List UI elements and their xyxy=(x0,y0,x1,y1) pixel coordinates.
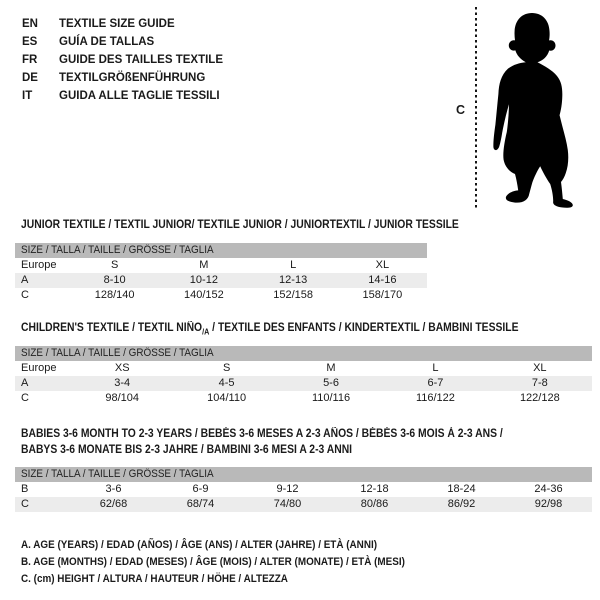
row-label: C xyxy=(21,392,29,404)
col-m: M xyxy=(199,259,209,271)
cell: 62/68 xyxy=(99,498,128,510)
language-title: TEXTILE SIZE GUIDE xyxy=(59,18,175,30)
cell: 6-7 xyxy=(427,377,444,389)
cell: 3-4 xyxy=(114,377,131,389)
cell: 110/116 xyxy=(311,392,351,404)
baby-figure xyxy=(440,0,600,220)
footnote-c: C. (cm) HEIGHT / ALTURA / HAUTEUR / HÖHE / ALTEZZA xyxy=(21,573,288,585)
col-xl: XL xyxy=(533,362,547,374)
col-xl: XL xyxy=(375,259,390,271)
cell: 5-6 xyxy=(323,377,339,389)
cell: 122/128 xyxy=(519,392,560,404)
language-code: IT xyxy=(22,90,33,102)
cell: 18-24 xyxy=(447,483,476,495)
cell: 10-12 xyxy=(189,274,218,286)
junior-size-table xyxy=(15,243,427,303)
language-title-list xyxy=(22,15,223,105)
baby-silhouette xyxy=(492,10,576,210)
col-europe: Europe xyxy=(21,259,57,271)
children-title-pre: CHILDREN'S TEXTILE / TEXTIL NIÑO xyxy=(21,322,203,334)
cell: 12-18 xyxy=(360,483,389,495)
row-label: C xyxy=(21,289,29,301)
cell: 116/122 xyxy=(415,392,455,404)
cell: 24-36 xyxy=(534,483,563,495)
babies-title-line1: BABIES 3-6 MONTH TO 2-3 YEARS / BEBÉS 3-6 MESES A 2-3 AÑOS / BÉBÉS 3-6 MOIS À 2-3 ANS / xyxy=(21,428,503,440)
language-title: GUIDA ALLE TAGLIE TESSILI xyxy=(59,90,220,102)
row-label: A xyxy=(21,377,29,389)
cell: 74/80 xyxy=(273,498,302,510)
babies-row-c xyxy=(15,497,592,512)
language-row-en xyxy=(22,15,223,33)
footnote-legend xyxy=(21,537,448,588)
language-row-de xyxy=(22,69,223,87)
size-header-label: SIZE / TALLA / TAILLE / GRÖSSE / TAGLIA xyxy=(21,347,214,359)
language-title: GUÍA DE TALLAS xyxy=(59,36,155,48)
size-header-label: SIZE / TALLA / TAILLE / GRÖSSE / TAGLIA xyxy=(21,244,214,256)
language-row-it xyxy=(22,87,223,105)
col-l: L xyxy=(432,362,439,374)
footnote-b: B. AGE (MONTHS) / EDAD (MESES) / ÂGE (MOIS) / ALTER (MONATE) / ETÀ (MESI) xyxy=(21,556,405,568)
junior-row-c xyxy=(15,288,427,303)
cell: 4-5 xyxy=(218,377,235,389)
junior-section-title xyxy=(21,217,507,233)
language-title: GUIDE DES TAILLES TEXTILE xyxy=(59,54,223,66)
size-header-label: SIZE / TALLA / TAILLE / GRÖSSE / TAGLIA xyxy=(21,468,214,480)
babies-table-header xyxy=(15,467,592,482)
children-row-c xyxy=(15,391,592,406)
children-section-title xyxy=(21,320,574,340)
junior-columns-row xyxy=(15,258,427,273)
children-table-header xyxy=(15,346,592,361)
row-label: A xyxy=(21,274,29,286)
cell: 12-13 xyxy=(279,274,308,286)
col-l: L xyxy=(290,259,297,271)
cell: 7-8 xyxy=(531,377,548,389)
language-code: FR xyxy=(22,54,38,66)
cell: 3-6 xyxy=(105,483,122,495)
babies-row-b xyxy=(15,482,592,497)
children-title-post: / TEXTILE DES ENFANTS / KINDERTEXTIL / BAMBINI TESSILE xyxy=(209,322,519,334)
row-label: C xyxy=(21,498,29,510)
language-row-fr xyxy=(22,51,223,69)
cell: 80/86 xyxy=(360,498,389,510)
language-code: ES xyxy=(22,36,38,48)
junior-table-header xyxy=(15,243,427,258)
footnote-a: A. AGE (YEARS) / EDAD (AÑOS) / ÂGE (ANS) / ALTER (JAHRE) / ETÀ (ANNI) xyxy=(21,539,378,551)
cell: 128/140 xyxy=(94,289,135,301)
col-m: M xyxy=(326,362,336,374)
cell: 98/104 xyxy=(105,392,140,404)
language-code: EN xyxy=(22,18,38,30)
children-size-table xyxy=(15,346,592,406)
junior-row-a xyxy=(15,273,427,288)
height-measure-dashed-line xyxy=(475,7,477,208)
language-code: DE xyxy=(22,72,38,84)
cell: 158/170 xyxy=(362,289,403,301)
height-label: C xyxy=(456,103,466,117)
children-columns-row xyxy=(15,361,592,376)
col-s: S xyxy=(110,259,119,271)
col-s: S xyxy=(222,362,231,374)
cell: 9-12 xyxy=(276,483,299,495)
cell: 86/92 xyxy=(447,498,476,510)
language-row-es xyxy=(22,33,223,51)
cell: 6-9 xyxy=(192,483,209,495)
col-xs: XS xyxy=(114,362,130,374)
children-row-a xyxy=(15,376,592,391)
cell: 152/158 xyxy=(273,289,313,301)
cell: 140/152 xyxy=(183,289,224,301)
col-europe: Europe xyxy=(21,362,57,374)
cell: 68/74 xyxy=(186,498,215,510)
cell: 92/98 xyxy=(534,498,563,510)
babies-title-line2: BABYS 3-6 MONATE BIS 2-3 JAHRE / BAMBINI 3-6 MESI A 2-3 ANNI xyxy=(21,444,353,456)
babies-section-title xyxy=(21,426,556,458)
junior-title-text: JUNIOR TEXTILE / TEXTIL JUNIOR/ TEXTILE JUNIOR / JUNIORTEXTIL / JUNIOR TESSILE xyxy=(21,219,459,231)
cell: 104/110 xyxy=(207,392,247,404)
cell: 8-10 xyxy=(103,274,126,286)
language-title: TEXTILGRÖßENFÜHRUNG xyxy=(59,72,206,84)
row-label: B xyxy=(21,483,29,495)
babies-size-table xyxy=(15,467,592,512)
cell: 14-16 xyxy=(368,274,397,286)
children-title-sub: /A xyxy=(202,327,210,337)
children-title-text xyxy=(21,320,519,340)
